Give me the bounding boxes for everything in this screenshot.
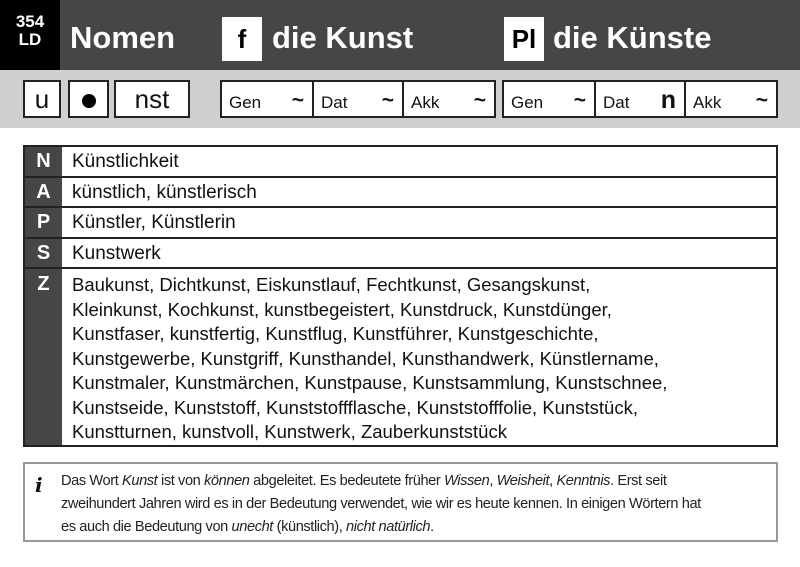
compound-line: Kunstseide, Kunststoff, Kunststoffflasche, Kunststofffolie, Kunststück,	[72, 396, 638, 418]
info-emphasis: Weisheit	[496, 473, 550, 489]
related-words-table	[23, 145, 778, 447]
info-segment: .	[430, 519, 434, 535]
compound-line: Kunstturnen, kunstvoll, Kunstwerk, Zauberkunststück	[72, 421, 507, 442]
case-label: Dat	[321, 93, 348, 112]
plural-headword: die Künste	[553, 20, 712, 55]
row-compounds	[25, 269, 776, 445]
case-ending: ~	[755, 89, 768, 112]
row-noun	[25, 147, 776, 178]
row-key: N	[25, 147, 62, 176]
umlaut-vowel: u	[34, 84, 50, 114]
compound-list	[72, 273, 772, 445]
row-value: Künstlichkeit	[72, 151, 179, 172]
stem-text: nst	[134, 84, 170, 114]
stem-cell	[114, 80, 190, 118]
row-value: Künstler, Künstlerin	[72, 212, 236, 233]
case-label: Gen	[511, 93, 544, 112]
compound-line: Kunstgewerbe, Kunstgriff, Kunsthandel, Kunsthandwerk, Künstlername,	[72, 347, 659, 369]
row-key: A	[25, 178, 62, 206]
sg-akk-cell	[402, 80, 496, 118]
pl-gen-cell	[502, 80, 596, 118]
info-segment: (künstlich),	[272, 519, 347, 535]
case-label: Gen	[229, 93, 262, 112]
row-value: künstlich, künstlerisch	[72, 182, 257, 203]
info-line-3	[61, 516, 771, 539]
info-emphasis: Kunst	[122, 473, 158, 489]
sg-dat-cell	[312, 80, 404, 118]
row-synonym	[25, 239, 776, 269]
info-segment: . Erst seit	[610, 473, 667, 489]
info-segment: abgeleitet. Es bedeutete früher	[249, 473, 445, 489]
info-segment: ,	[489, 473, 497, 489]
info-segment: ist von	[157, 473, 205, 489]
info-text	[61, 470, 771, 539]
row-person	[25, 208, 776, 239]
page-code: LD	[18, 30, 42, 49]
case-label: Akk	[693, 93, 722, 112]
case-ending: ~	[291, 89, 304, 112]
info-segment: Das Wort	[61, 473, 123, 489]
case-ending: n	[660, 86, 676, 114]
row-value: Kunstwerk	[72, 243, 161, 264]
info-emphasis: unecht	[231, 519, 273, 535]
info-emphasis: Kenntnis	[556, 473, 611, 489]
case-label: Akk	[411, 93, 440, 112]
plural-marker: Pl	[504, 17, 544, 61]
info-icon: i	[35, 473, 43, 497]
info-segment: es auch die Bedeutung von	[61, 519, 232, 535]
case-ending: ~	[473, 89, 486, 112]
info-note	[23, 462, 778, 542]
info-emphasis: Wissen	[444, 473, 490, 489]
info-emphasis: nicht natürlich	[346, 519, 431, 535]
pl-dat-cell	[594, 80, 686, 118]
info-emphasis: können	[204, 473, 250, 489]
gender-marker: f	[222, 17, 262, 61]
category-title: Nomen	[70, 20, 176, 55]
pl-akk-cell	[684, 80, 778, 118]
info-segment: ,	[549, 473, 557, 489]
row-key: P	[25, 208, 62, 237]
umlaut-cell	[23, 80, 61, 118]
forms-strip	[0, 70, 800, 128]
row-key: S	[25, 239, 62, 267]
case-ending: ~	[573, 89, 586, 112]
filled-circle-icon	[82, 94, 96, 108]
page-badge	[0, 0, 60, 70]
compound-line: Kunstfaser, kunstfertig, Kunstflug, Kunstführer, Kunstgeschichte,	[72, 323, 599, 344]
dot-cell	[68, 80, 109, 118]
compound-line: Kleinkunst, Kochkunst, kunstbegeistert, Kunstdruck, Kunstdünger,	[72, 298, 612, 320]
sg-gen-cell	[220, 80, 314, 118]
row-adjective	[25, 178, 776, 208]
info-line-2: zweihundert Jahren wird es in der Bedeutung verwendet, wie wir es heute kennen. In einigen Wörtern hat	[61, 496, 701, 512]
compound-line: Kunstmaler, Kunstmärchen, Kunstpause, Kunstsammlung, Kunstschnee,	[72, 372, 668, 393]
compound-line: Baukunst, Dichtkunst, Eiskunstlauf, Fechtkunst, Gesangskunst,	[72, 274, 591, 295]
header-bar	[0, 0, 800, 70]
info-line-1	[61, 470, 771, 493]
singular-headword: die Kunst	[272, 20, 414, 55]
row-key: Z	[25, 269, 62, 445]
page-number: 354	[15, 12, 45, 31]
case-ending: ~	[381, 89, 394, 112]
case-label: Dat	[603, 93, 630, 112]
